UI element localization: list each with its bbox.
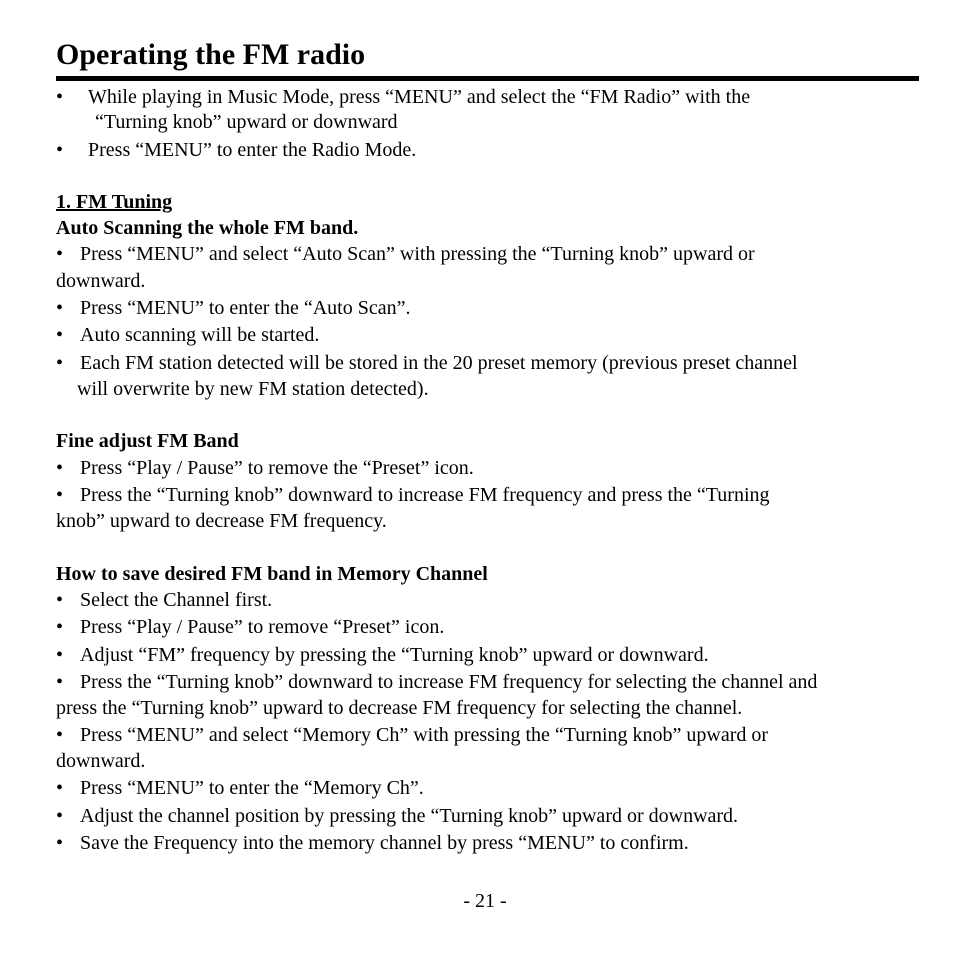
fine-adjust-item-2-continuation: knob” upward to decrease FM frequency. xyxy=(56,510,387,532)
page-title: Operating the FM radio xyxy=(56,38,366,71)
title-divider xyxy=(56,76,919,81)
fine-adjust-item-1-text: Press “Play / Pause” to remove the “Preset” icon. xyxy=(80,457,474,479)
bullet-icon: • xyxy=(56,616,64,638)
subheading-auto-scan: Auto Scanning the whole FM band. xyxy=(56,217,359,239)
save-memory-item-4-continuation: press the “Turning knob” upward to decrease FM frequency for selecting the channel. xyxy=(56,697,743,719)
bullet-icon: • xyxy=(56,243,64,265)
auto-scan-item-2-text: Press “MENU” to enter the “Auto Scan”. xyxy=(80,297,411,319)
save-memory-item-7 xyxy=(56,803,738,829)
bullet-icon: • xyxy=(56,352,64,374)
intro-item-1 xyxy=(56,84,750,110)
bullet-icon: • xyxy=(56,297,64,319)
bullet-icon: • xyxy=(56,86,64,108)
save-memory-item-2 xyxy=(56,614,444,640)
bullet-icon: • xyxy=(56,589,64,611)
auto-scan-item-1 xyxy=(56,241,755,267)
bullet-icon: • xyxy=(56,484,64,506)
bullet-icon: • xyxy=(56,777,64,799)
page-number: - 21 - xyxy=(463,890,507,912)
auto-scan-item-4-continuation: will overwrite by new FM station detected). xyxy=(77,378,429,400)
bullet-icon: • xyxy=(56,832,64,854)
save-memory-item-3-text: Adjust “FM” frequency by pressing the “Turning knob” upward or downward. xyxy=(80,644,709,666)
save-memory-item-4 xyxy=(56,669,817,695)
bullet-icon: • xyxy=(56,724,64,746)
auto-scan-item-1-text: Press “MENU” and select “Auto Scan” with pressing the “Turning knob” upward or xyxy=(80,243,755,265)
intro-item-2 xyxy=(56,137,416,163)
save-memory-item-5-text: Press “MENU” and select “Memory Ch” with pressing the “Turning knob” upward or xyxy=(80,724,769,746)
save-memory-item-7-text: Adjust the channel position by pressing the “Turning knob” upward or downward. xyxy=(80,805,739,827)
bullet-icon: • xyxy=(56,671,64,693)
bullet-icon: • xyxy=(56,139,64,161)
intro-item-1-continuation: “Turning knob” upward or downward xyxy=(95,111,398,133)
bullet-icon: • xyxy=(56,805,64,827)
subheading-fine-adjust: Fine adjust FM Band xyxy=(56,430,239,452)
auto-scan-item-3-text: Auto scanning will be started. xyxy=(80,324,320,346)
save-memory-item-8 xyxy=(56,830,689,856)
section-heading-fm-tuning: 1. FM Tuning xyxy=(56,191,173,213)
save-memory-item-5-continuation: downward. xyxy=(56,750,146,772)
save-memory-item-1-text: Select the Channel first. xyxy=(80,589,273,611)
intro-item-2-text: Press “MENU” to enter the Radio Mode. xyxy=(88,139,417,161)
auto-scan-item-1-continuation: downward. xyxy=(56,270,146,292)
fine-adjust-item-2-text: Press the “Turning knob” downward to increase FM frequency and press the “Turning xyxy=(80,484,770,506)
save-memory-item-2-text: Press “Play / Pause” to remove “Preset” icon. xyxy=(80,616,445,638)
save-memory-item-3 xyxy=(56,642,709,668)
bullet-icon: • xyxy=(56,324,64,346)
fine-adjust-item-1 xyxy=(56,455,474,481)
auto-scan-item-4-text: Each FM station detected will be stored in the 20 preset memory (previous preset channel xyxy=(80,352,798,374)
save-memory-item-1 xyxy=(56,587,272,613)
auto-scan-item-2 xyxy=(56,295,410,321)
intro-item-1-text: While playing in Music Mode, press “MENU” and select the “FM Radio” with the xyxy=(88,86,751,108)
auto-scan-item-3 xyxy=(56,322,319,348)
save-memory-item-6 xyxy=(56,775,424,801)
bullet-icon: • xyxy=(56,644,64,666)
bullet-icon: • xyxy=(56,457,64,479)
save-memory-item-6-text: Press “MENU” to enter the “Memory Ch”. xyxy=(80,777,424,799)
subheading-save-memory: How to save desired FM band in Memory Channel xyxy=(56,563,488,585)
save-memory-item-5 xyxy=(56,722,768,748)
fine-adjust-item-2 xyxy=(56,482,770,508)
save-memory-item-8-text: Save the Frequency into the memory channel by press “MENU” to confirm. xyxy=(80,832,689,854)
save-memory-item-4-text: Press the “Turning knob” downward to increase FM frequency for selecting the channel and xyxy=(80,671,818,693)
auto-scan-item-4 xyxy=(56,350,798,376)
